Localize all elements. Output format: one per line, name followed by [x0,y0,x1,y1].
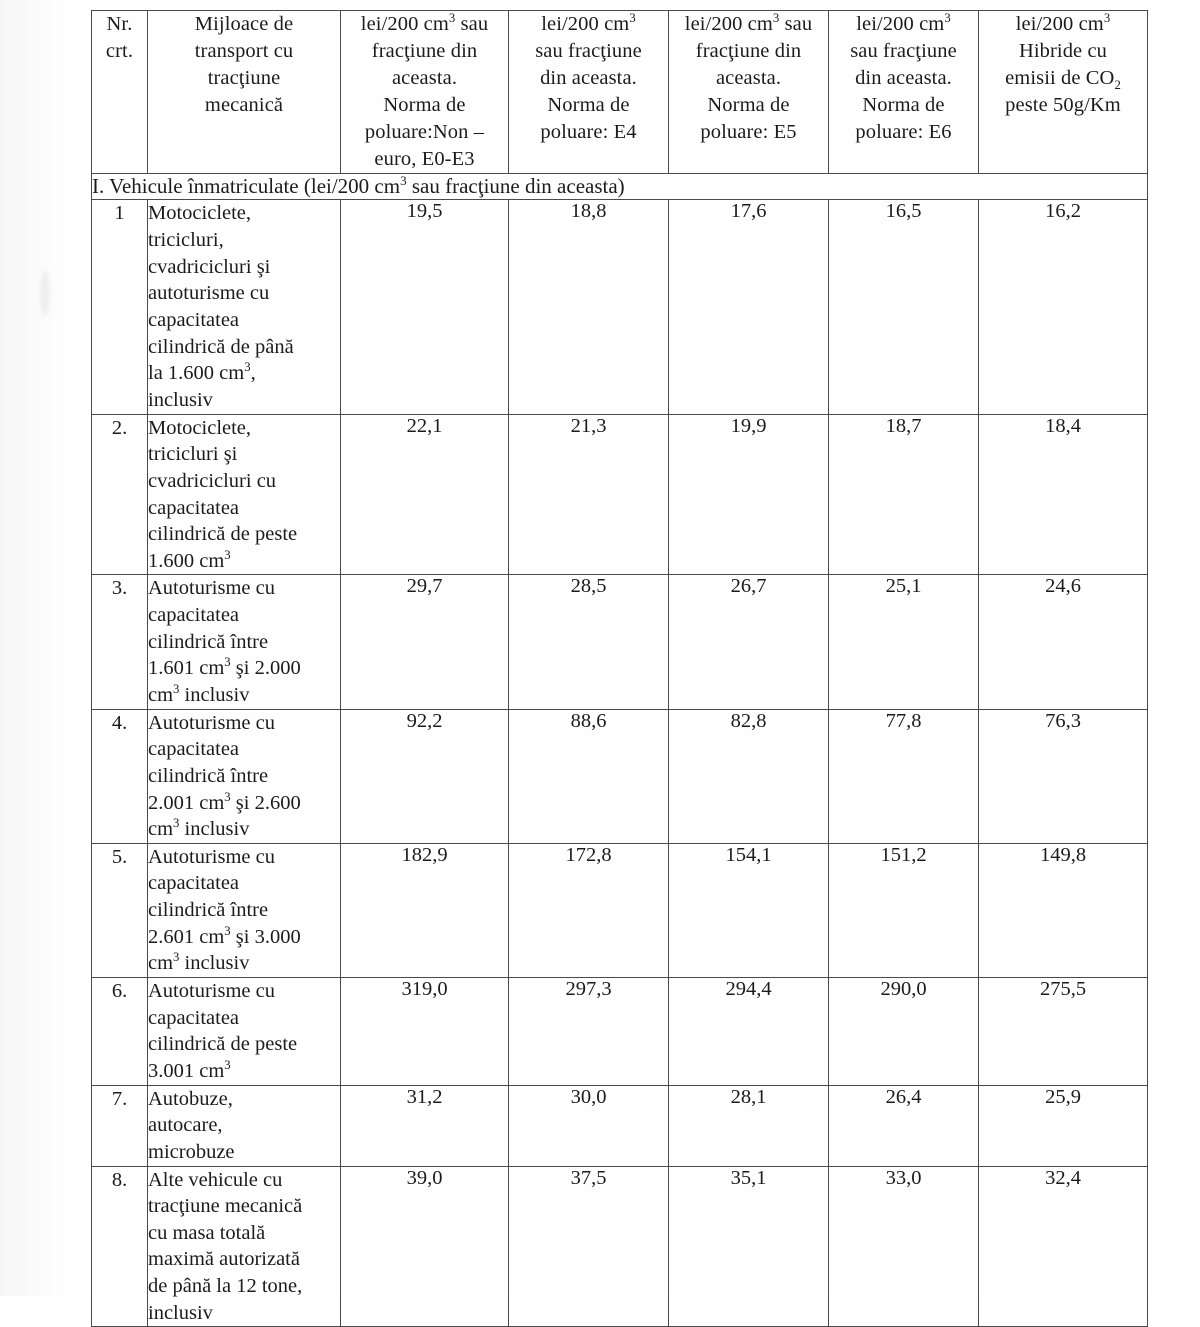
tax-value-v5: 149,8 [979,843,1148,977]
column-header-noneuro: lei/200 $cm^3$ sau fracţiune din aceasta. Norma de poluare:Non – euro, E0-E3 [341,11,509,174]
table-body [92,174,1148,1327]
tax-value-v2: 297,3 [509,978,669,1086]
table-row [92,200,1148,414]
tax-value-v5: 275,5 [979,978,1148,1086]
tax-value-v1: 92,2 [341,709,509,843]
tax-value-v4: 77,8 [829,709,979,843]
row-number: 2. [92,414,148,575]
vehicle-description: Autobuze, autocare, microbuze [148,1085,341,1166]
tax-value-v3: 35,1 [669,1166,829,1327]
vehicle-description: Motociclete, tricicluri, cvadricicluri şi autoturisme cu capacitatea cilindrică de până la 1.600 $cm^3$, inclusiv [148,200,341,414]
tax-value-v1: 22,1 [341,414,509,575]
tax-value-v1: 19,5 [341,200,509,414]
vehicle-description: Autoturisme cu capacitatea cilindrică între 2.001 $cm^3$ şi 2.600 $cm^3$ inclusiv [148,709,341,843]
tax-value-v5: 76,3 [979,709,1148,843]
column-header-e6: lei/200 $cm^3$ sau fracţiune din aceasta. Norma de poluare: E6 [829,11,979,174]
row-number: 3. [92,575,148,709]
vehicle-description: Autoturisme cu capacitatea cilindrică între 2.601 $cm^3$ şi 3.000 $cm^3$ inclusiv [148,843,341,977]
tax-value-v2: 37,5 [509,1166,669,1327]
table-row [92,843,1148,977]
column-header-nr: Nr. crt. [92,11,148,174]
vehicle-description: Motociclete, tricicluri şi cvadricicluri cu capacitatea cilindrică de peste 1.600 $cm^3$ [148,414,341,575]
tax-value-v3: 19,9 [669,414,829,575]
table-row [92,414,1148,575]
tax-value-v1: 39,0 [341,1166,509,1327]
tax-value-v3: 82,8 [669,709,829,843]
tax-value-v5: 24,6 [979,575,1148,709]
tax-value-v2: 88,6 [509,709,669,843]
tax-value-v2: 28,5 [509,575,669,709]
tax-value-v1: 31,2 [341,1085,509,1166]
tax-value-v5: 18,4 [979,414,1148,575]
table-row [92,1085,1148,1166]
tax-value-v4: 16,5 [829,200,979,414]
tax-value-v5: 25,9 [979,1085,1148,1166]
vehicle-description: Autoturisme cu capacitatea cilindrică între 1.601 $cm^3$ şi 2.000 $cm^3$ inclusiv [148,575,341,709]
tax-value-v4: 26,4 [829,1085,979,1166]
row-number: 8. [92,1166,148,1327]
tax-value-v4: 25,1 [829,575,979,709]
table-row [92,1166,1148,1327]
row-number: 5. [92,843,148,977]
tax-value-v2: 30,0 [509,1085,669,1166]
row-number: 7. [92,1085,148,1166]
tax-value-v3: 28,1 [669,1085,829,1166]
tax-value-v3: 17,6 [669,200,829,414]
tax-value-v3: 26,7 [669,575,829,709]
header-row [92,11,1148,174]
table-header [92,11,1148,174]
section-header-row [92,174,1148,200]
scan-artifact [40,270,50,316]
tax-value-v5: 32,4 [979,1166,1148,1327]
row-number: 1 [92,200,148,414]
tax-value-v4: 33,0 [829,1166,979,1327]
column-header-desc: Mijloace de transport cu tracţiune mecanică [148,11,341,174]
vehicle-tax-table [91,10,1148,1327]
table-row [92,575,1148,709]
tax-value-v3: 294,4 [669,978,829,1086]
tax-value-v2: 18,8 [509,200,669,414]
scan-margin [0,0,91,1296]
tax-value-v2: 21,3 [509,414,669,575]
tax-value-v1: 319,0 [341,978,509,1086]
row-number: 4. [92,709,148,843]
tax-value-v3: 154,1 [669,843,829,977]
column-header-hybrid: lei/200 $cm^3$ Hibride cu emisii de $CO_2$ peste 50g/Km [979,11,1148,174]
tax-value-v4: 151,2 [829,843,979,977]
column-header-e5: lei/200 $cm^3$ sau fracţiune din aceasta. Norma de poluare: E5 [669,11,829,174]
vehicle-description: Alte vehicule cu tracţiune mecanică cu masa totală maximă autorizată de până la 12 tone, inclusiv [148,1166,341,1327]
table-row [92,978,1148,1086]
tax-value-v2: 172,8 [509,843,669,977]
tax-value-v4: 290,0 [829,978,979,1086]
row-number: 6. [92,978,148,1086]
tax-value-v5: 16,2 [979,200,1148,414]
vehicle-description: Autoturisme cu capacitatea cilindrică de peste 3.001 $cm^3$ [148,978,341,1086]
table-row [92,709,1148,843]
tax-value-v1: 182,9 [341,843,509,977]
tax-value-v1: 29,7 [341,575,509,709]
section-title: I. Vehicule înmatriculate (lei/200 $cm^3$ sau fracţiune din aceasta) [92,174,1148,200]
column-header-e4: lei/200 $cm^3$ sau fracţiune din aceasta. Norma de poluare: E4 [509,11,669,174]
tax-value-v4: 18,7 [829,414,979,575]
